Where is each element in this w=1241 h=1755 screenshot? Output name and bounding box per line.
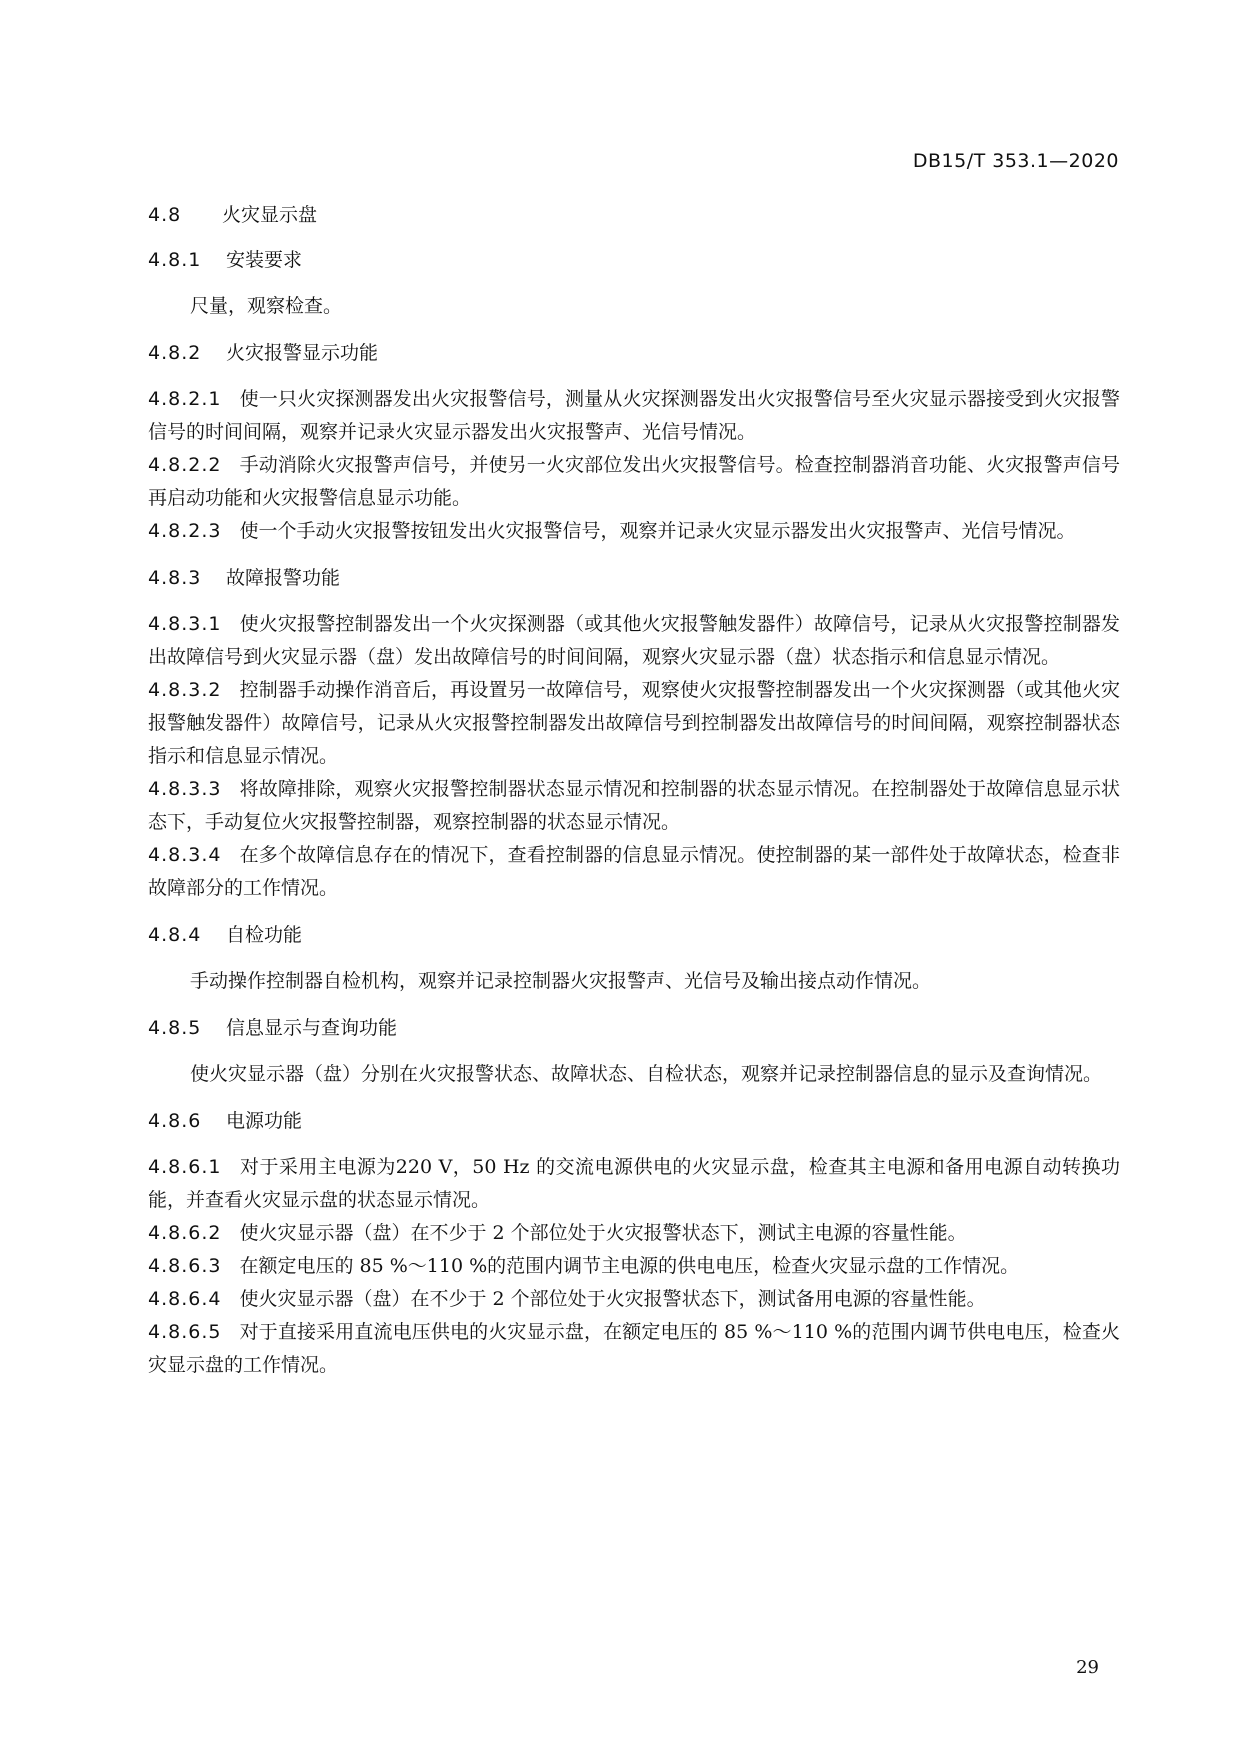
clause-number: 4.8.6.5	[148, 1321, 222, 1343]
clause-4-8-6-4	[148, 1283, 1120, 1316]
clause-number: 4.8.2.1	[148, 388, 222, 410]
page-number: 29	[1076, 1657, 1099, 1678]
section-title: 火灾显示盘	[222, 204, 318, 226]
section-title: 火灾报警显示功能	[226, 342, 379, 364]
section-number: 4.8	[148, 204, 182, 226]
section-heading-4-8-5	[148, 1013, 1120, 1043]
clause-number: 4.8.2.2	[148, 454, 222, 476]
clause-number: 4.8.6.2	[148, 1222, 222, 1244]
clause-4-8-6-2	[148, 1217, 1120, 1250]
clause-text: 使一个手动火灾报警按钮发出火灾报警信号，观察并记录火灾显示器发出火灾报警声、光信号情况。	[239, 520, 1076, 542]
clause-number: 4.8.6.4	[148, 1288, 222, 1310]
clause-number: 4.8.3.3	[148, 778, 222, 800]
clause-text: 使一只火灾探测器发出火灾报警信号，测量从火灾探测器发出火灾报警信号至火灾显示器接受到火灾报警信号的时间间隔，观察并记录火灾显示器发出火灾报警声、光信号情况。	[148, 388, 1120, 443]
section-number: 4.8.4	[148, 924, 202, 946]
clause-4-8-3-3	[148, 773, 1120, 839]
paragraph: 尺量，观察检查。	[190, 295, 343, 317]
clause-number: 4.8.6.3	[148, 1255, 222, 1277]
section-title: 安装要求	[226, 249, 303, 271]
section-heading-4-8-4	[148, 920, 1120, 950]
clause-text: 手动消除火灾报警声信号，并使另一火灾部位发出火灾报警信号。检查控制器消音功能、火灾报警声信号再启动功能和火灾报警信息显示功能。	[148, 454, 1120, 509]
section-number: 4.8.3	[148, 567, 202, 589]
clause-number: 4.8.6.1	[148, 1156, 222, 1178]
paragraph: 使火灾显示器（盘）分别在火灾报警状态、故障状态、自检状态，观察并记录控制器信息的显示及查询情况。	[190, 1063, 1103, 1085]
section-title: 信息显示与查询功能	[226, 1017, 398, 1039]
clause-number: 4.8.3.1	[148, 613, 222, 635]
section-title: 电源功能	[226, 1110, 303, 1132]
section-number: 4.8.5	[148, 1017, 202, 1039]
section-heading-4-8-2	[148, 338, 1120, 368]
clause-text: 使火灾显示器（盘）在不少于 2 个部位处于火灾报警状态下，测试主电源的容量性能。	[239, 1222, 967, 1244]
clause-4-8-6-1	[148, 1151, 1120, 1217]
clause-4-8-3-4	[148, 839, 1120, 905]
clause-text: 控制器手动操作消音后，再设置另一故障信号，观察使火灾报警控制器发出一个火灾探测器（或其他火灾报警触发器件）故障信号，记录从火灾报警控制器发出故障信号到控制器发出故障信号的时间间隔，观察控制器状态指示和信息显示情况。	[148, 679, 1120, 767]
section-heading-4-8-3	[148, 563, 1120, 593]
clause-number: 4.8.3.4	[148, 844, 222, 866]
clause-4-8-3-1	[148, 608, 1120, 674]
section-title: 故障报警功能	[226, 567, 341, 589]
clause-4-8-3-2	[148, 674, 1120, 773]
section-heading-4-8-6	[148, 1106, 1120, 1136]
clause-text: 使火灾显示器（盘）在不少于 2 个部位处于火灾报警状态下，测试备用电源的容量性能。	[239, 1288, 986, 1310]
paragraph: 手动操作控制器自检机构，观察并记录控制器火灾报警声、光信号及输出接点动作情况。	[190, 970, 932, 992]
clause-4-8-2-1	[148, 383, 1120, 449]
clause-text: 对于采用主电源为220 V，50 Hz 的交流电源供电的火灾显示盘，检查其主电源和备用电源自动转换功能，并查看火灾显示盘的状态显示情况。	[148, 1156, 1120, 1211]
document-body	[148, 200, 1120, 1382]
clause-number: 4.8.3.2	[148, 679, 222, 701]
clause-4-8-2-2	[148, 449, 1120, 515]
clause-number: 4.8.2.3	[148, 520, 222, 542]
section-number: 4.8.2	[148, 342, 202, 364]
clause-text: 将故障排除，观察火灾报警控制器状态显示情况和控制器的状态显示情况。在控制器处于故障信息显示状态下，手动复位火灾报警控制器，观察控制器的状态显示情况。	[148, 778, 1120, 833]
document-code: DB15/T 353.1—2020	[912, 150, 1119, 172]
section-heading-4-8-1	[148, 245, 1120, 275]
section-number: 4.8.1	[148, 249, 202, 271]
section-heading-4-8	[148, 200, 1120, 230]
clause-4-8-2-3	[148, 515, 1120, 548]
clause-text: 在额定电压的 85 %～110 %的范围内调节主电源的供电电压，检查火灾显示盘的工作情况。	[239, 1255, 1020, 1277]
clause-text: 对于直接采用直流电压供电的火灾显示盘，在额定电压的 85 %～110 %的范围内调节供电电压，检查火灾显示盘的工作情况。	[148, 1321, 1120, 1376]
clause-4-8-6-3	[148, 1250, 1120, 1283]
clause-text: 使火灾报警控制器发出一个火灾探测器（或其他火灾报警触发器件）故障信号，记录从火灾报警控制器发出故障信号到火灾显示器（盘）发出故障信号的时间间隔，观察火灾显示器（盘）状态指示和信息显示情况。	[148, 613, 1120, 668]
section-title: 自检功能	[226, 924, 303, 946]
clause-4-8-6-5	[148, 1316, 1120, 1382]
section-number: 4.8.6	[148, 1110, 202, 1132]
clause-text: 在多个故障信息存在的情况下，查看控制器的信息显示情况。使控制器的某一部件处于故障状态，检查非故障部分的工作情况。	[148, 844, 1120, 899]
